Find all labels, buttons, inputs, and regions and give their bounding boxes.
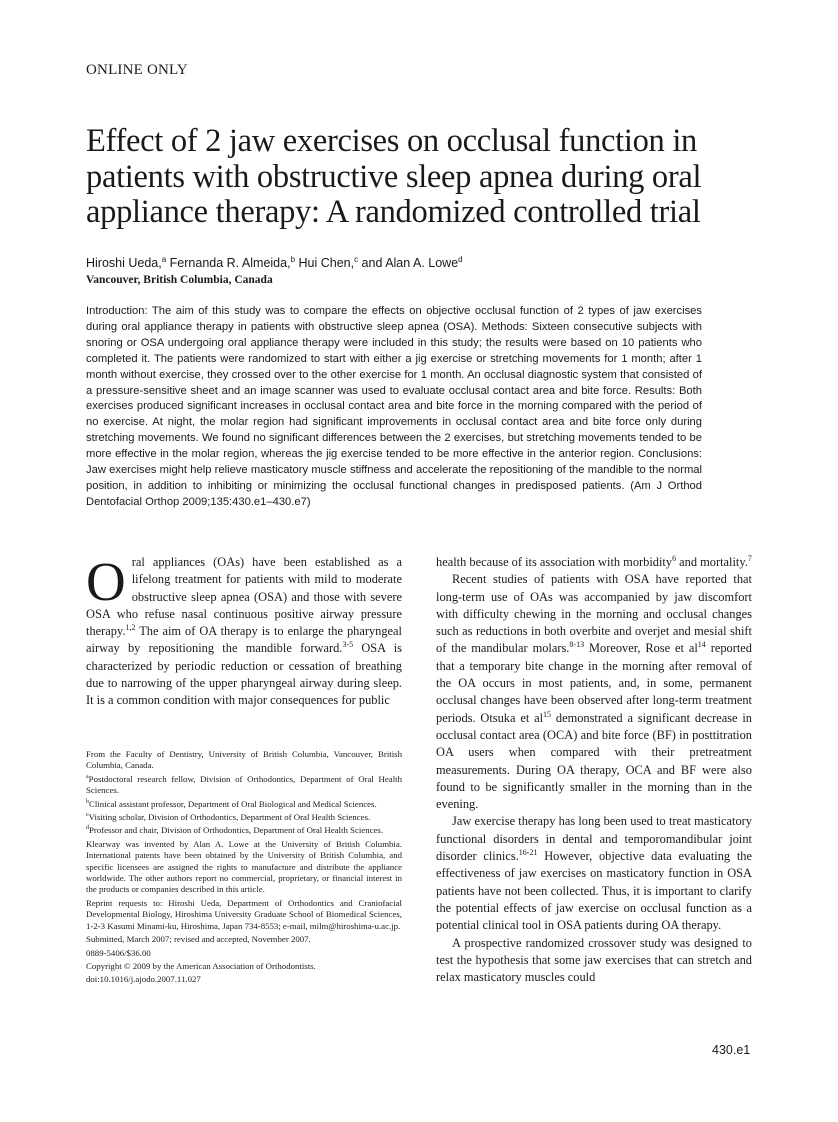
paragraph <box>86 551 402 710</box>
text-run: Klearway was invented by Alan A. Lowe at the University of British Columbia. International patents have been obtained by the University of British Columbia, and specific licensees are assigned the rights to manufacture and distribute the appliance worldwide. The other authors report no commercial, proprietary, or financial interest in the products or companies described in this article. <box>86 838 402 895</box>
abstract: Introduction: The aim of this study was to compare the effects on objective occlusal function of 2 types of jaw exercises during oral appliance therapy in patients with obstructive sleep apnea (OSA). Methods: Sixteen consecutive subjects with snoring or OSA undergoing oral appliance therapy were included in this study; the results were based on 10 patients who completed it. The patients were randomized to start with either a jig exercise or stretching movements for 1 month; after 1 month without exercise, they crossed over to the other exercise for 1 month. An occlusal diagnostic system that consisted of a pressure-sensitive sheet and an image scanner was used to evaluate occlusal contact area and bite force. Results: Both exercises produced significant increases in occlusal contact area and bite force in the morning compared with the period of no exercise. At night, the molar region had significant improvements in occlusal contact area and bite force only during stretching movements. We found no significant differences between the 2 exercises, but stretching movements tended to be more effective in the molar region, whereas the jig exercise tended to be more effective in the anterior region. Conclusions: Jaw exercises might help relieve masticatory muscle stiffness and accelerate the repositioning of the mandible to the normal position, in addition to inhibiting or minimizing the occlusal functional changes in predisposed patients. (Am J Orthod Dentofacial Orthop 2009;135:430.e1–430.e7) <box>86 305 702 508</box>
footnote <box>86 961 402 972</box>
text-run: health because of its association with morbidity <box>436 555 673 569</box>
text-run: The aim of OA therapy is to enlarge the pharyngeal airway by repositioning the mandible forward. <box>86 624 402 656</box>
citation-superscript: 1,2 <box>125 623 136 633</box>
text-run: Postdoctoral research fellow, Division of Orthodontics, Department of Oral Health Sciences. <box>86 773 402 796</box>
affiliation-marker: a <box>161 255 167 264</box>
text-run: However, objective data evaluating the effectiveness of jaw exercises on masticatory function in OSA patients have not been collected. Thus, it is important to clarify the potential effects of jaw exercise on occlusal function as a potential clinical tool in OSA patients during OA therapy. <box>436 849 752 933</box>
footnote <box>86 839 402 896</box>
text-run: Submitted, March 2007; revised and accepted, November 2007. <box>86 934 311 945</box>
author-name: Fernanda R. Almeida, <box>166 256 291 271</box>
text-run: and mortality. <box>676 555 748 569</box>
footnote <box>86 812 402 823</box>
paragraph <box>436 935 752 987</box>
drop-cap: O <box>86 551 126 612</box>
author-name: Hui Chen, <box>295 256 355 271</box>
citation-superscript: 8-13 <box>569 640 585 650</box>
text-run: Jaw exercise therapy has long been used to treat masticatory functional disorders in dental and temporomandibular joint disorder clinics. <box>436 814 752 864</box>
footnote <box>86 898 402 932</box>
text-run: reported that a temporary bite change in the morning after removal of the OA occurs in most patients, and, in some, permanent occlusal changes have been observed after long-term treatment periods. Otsuka et al <box>436 641 752 725</box>
text-run: 0889-5406/$36.00 <box>86 947 151 958</box>
footnote <box>86 974 402 985</box>
citation-superscript: 16-21 <box>518 847 538 857</box>
citation-superscript: 7 <box>747 553 752 563</box>
text-run: OSA is characterized by periodic reduction or cessation of breathing due to narrowing of the upper pharyngeal airway during sleep. It is a common condition with major consequences for public <box>86 641 402 708</box>
section-label: ONLINE ONLY <box>86 62 188 78</box>
page-number: 430.e1 <box>712 1043 751 1057</box>
footnote <box>86 825 402 836</box>
text-run: Professor and chair, Division of Orthodontics, Department of Oral Health Sciences. <box>89 825 384 836</box>
text-run: Copyright © 2009 by the American Association of Orthodontists. <box>86 960 316 971</box>
footnote <box>86 749 402 772</box>
footnote <box>86 934 402 945</box>
paragraph <box>436 571 752 813</box>
text-run: Reprint requests to: Hiroshi Ueda, Department of Orthodontics and Craniofacial Developmental Biology, Hiroshima University Graduate School of Biomedical Sciences, 1-2-3 Kasumi Minami-ku, Hiroshima, Japan 734-8553; e-mail, milm@hiroshima-u.ac.jp. <box>86 897 402 931</box>
paragraph <box>436 813 752 934</box>
text-run: Recent studies of patients with OSA have reported that long-term use of OAs was accompanied by jaw discomfort with difficulty chewing in the morning and occlusal changes such as reductions in both overbite and overjet and mesial shift of the mandibular molars. <box>436 572 752 656</box>
text-run: demonstrated a significant decrease in occlusal contact area (OCA) and bite force (BF) in posttitration OA users when compared with their pretreatment measurements. During OA therapy, OCA and BF were also found to be significantly smaller in the morning than in the evening. <box>436 710 753 812</box>
body-column-right <box>436 554 752 986</box>
citation-superscript: 3-5 <box>342 640 354 650</box>
affiliation-marker: d <box>458 255 463 264</box>
text-run: doi:10.1016/j.ajodo.2007.11.027 <box>86 974 201 985</box>
footnote <box>86 948 402 959</box>
citation-superscript: 6 <box>672 553 677 563</box>
citation-superscript: a <box>86 773 89 780</box>
body-column-left <box>86 551 402 710</box>
author-list <box>86 255 463 270</box>
author-name: and Alan A. Lowe <box>358 256 459 271</box>
text-run: Visiting scholar, Division of Orthodontics, Department of Oral Health Sciences. <box>88 812 371 823</box>
text-run: Moreover, Rose et al <box>584 641 698 656</box>
citation-superscript: b <box>86 798 89 805</box>
affiliation-marker: b <box>290 255 296 264</box>
text-run: ral appliances (OAs) have been established as a lifelong treatment for patients with mild to moderate obstructive sleep apnea (OSA) and those with severe OSA who refuse nasal continuous positive airway pressure therapy. <box>86 555 402 639</box>
citation-superscript: c <box>86 812 89 819</box>
author-location: Vancouver, British Columbia, Canada <box>86 274 273 286</box>
citation-superscript: 14 <box>697 640 706 650</box>
text-run: From the Faculty of Dentistry, University of British Columbia, Vancouver, British Columbia, Canada. <box>86 749 402 771</box>
footnote <box>86 799 402 810</box>
citation-superscript: 15 <box>543 709 552 719</box>
text-run: A prospective randomized crossover study was designed to test the hypothesis that some jaw exercises that can stretch and relax masticatory muscles could <box>436 935 752 985</box>
footnotes <box>86 749 402 988</box>
affiliation-marker: c <box>354 255 359 264</box>
citation-superscript: d <box>86 825 89 832</box>
author-name: Hiroshi Ueda, <box>86 256 162 271</box>
footnote <box>86 774 402 797</box>
text-run: Clinical assistant professor, Department of Oral Biological and Medical Sciences. <box>89 798 377 809</box>
article-title: Effect of 2 jaw exercises on occlusal function in patients with obstructive sleep apnea during oral appliance therapy: A randomized controlled trial <box>86 123 702 230</box>
paragraph <box>436 554 752 571</box>
